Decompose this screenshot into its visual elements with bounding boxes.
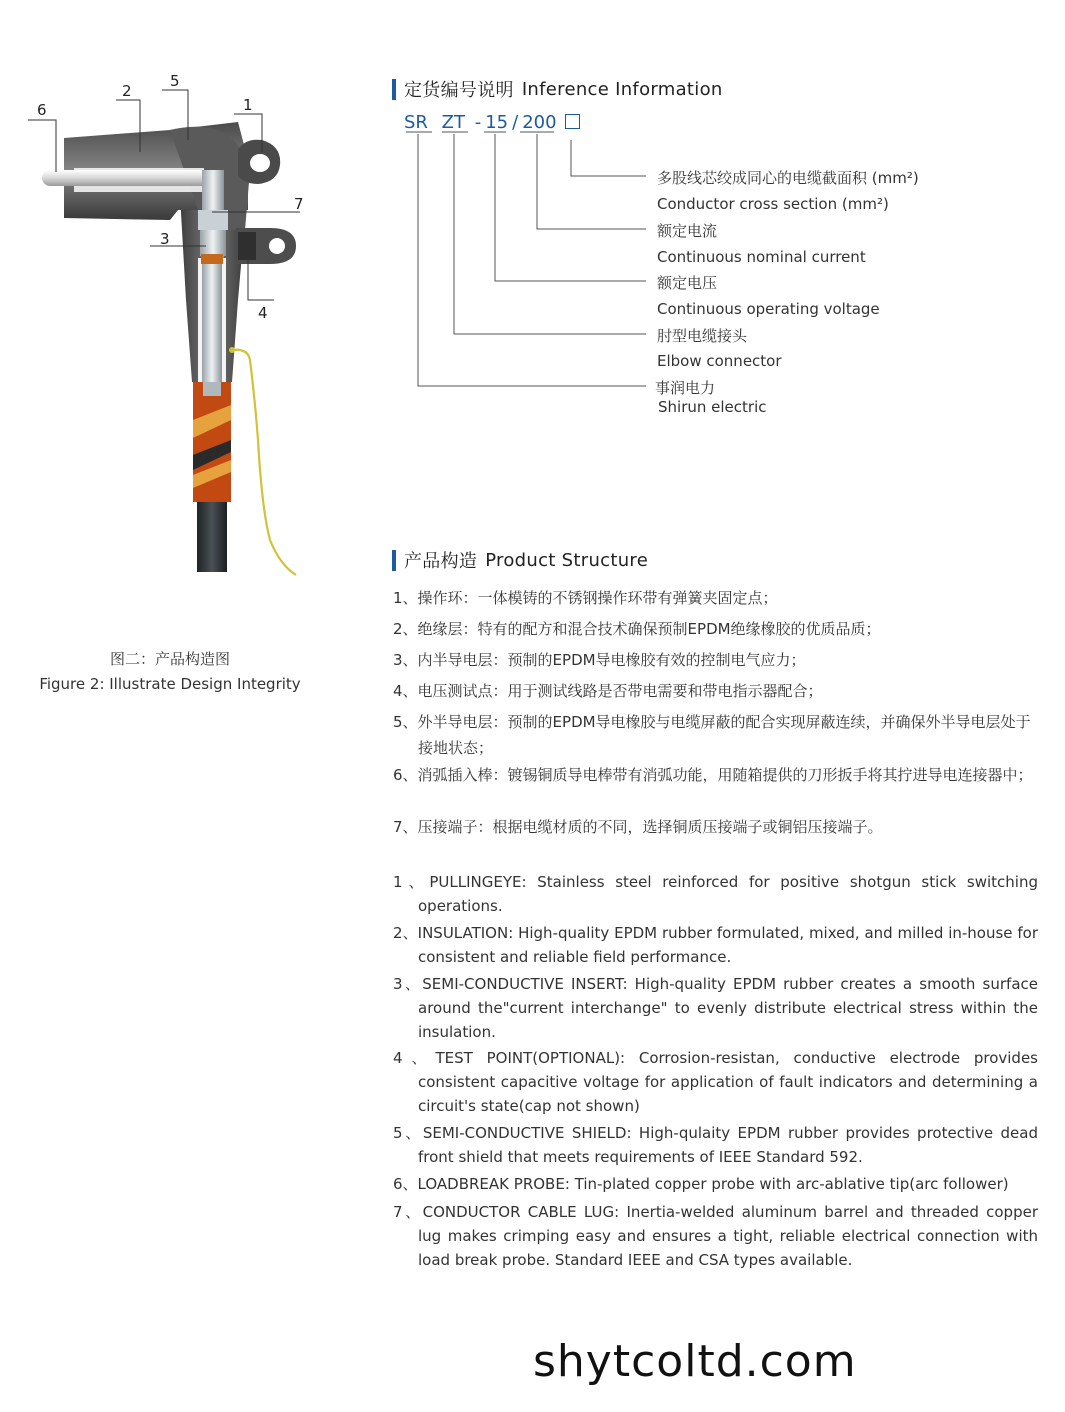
structure-item-cn: 7、压接端子：根据电缆材质的不同，选择铜质压接端子或铜铝压接端子。: [393, 818, 883, 836]
legend-brand-en: Shirun electric: [658, 398, 767, 416]
inference-heading-en: Inference Information: [521, 78, 723, 100]
heading-bar: [392, 79, 396, 100]
callout-6: 6: [37, 101, 47, 119]
code-dash: -: [474, 112, 482, 133]
structure-item-en: 3、SEMI-CONDUCTIVE INSERT: High-quality EPDM rubber creates a smooth surface around the"current interchange" to evenly distribute electrical stress within the insulation.: [393, 975, 1038, 1041]
structure-item-en: 6、LOADBREAK PROBE: Tin-plated copper probe with arc-ablative tip(arc follower): [393, 1175, 1009, 1193]
structure-item-cn: 6、消弧插入棒：镀锡铜质导电棒带有消弧功能，用随箱提供的刀形扳手将其拧进导电连接器中；: [393, 766, 1033, 784]
structure-item-en: 2、INSULATION: High-quality EPDM rubber formulated, mixed, and milled in-house for consistent and reliable field performance.: [393, 924, 1038, 966]
callout-2: 2: [122, 82, 132, 100]
callout-7: 7: [294, 195, 304, 213]
callout-1: 1: [243, 96, 253, 114]
inference-heading-cn: 定货编号说明: [404, 80, 514, 101]
code-leader-lines: [392, 130, 662, 400]
elbow-connector-illustration: [0, 60, 360, 590]
legend-voltage-cn: 额定电压: [657, 274, 718, 292]
legend-elbow-en: Elbow connector: [657, 352, 782, 370]
structure-item-cn: 1、操作环：一体模铸的不锈钢操作环带有弹簧夹固定点；: [393, 589, 778, 607]
code-voltage: 15: [485, 112, 509, 133]
heading-bar: [392, 550, 396, 571]
structure-item-cn: 5、外半导电层：预制的EPDM导电橡胶与电缆屏蔽的配合实现屏蔽连续，并确保外半导电层处于接地状态；: [393, 713, 1031, 757]
structure-item-en: 1、PULLINGEYE: Stainless steel reinforced for positive shotgun stick switching operations.: [393, 873, 1038, 915]
callout-4: 4: [258, 304, 268, 322]
structure-item-en: 5、SEMI-CONDUCTIVE SHIELD: High-qulaity EPDM rubber provides protective dead front shield that meets requirements of IEEE Standard 592.: [393, 1124, 1038, 1166]
figure-caption-cn: 图二：产品构造图: [109, 650, 230, 668]
structure-heading-en: Product Structure: [485, 549, 649, 571]
code-zt: ZT: [441, 112, 465, 133]
legend-cross-section-cn: 多股线芯绞成同心的电缆截面积 (mm²): [657, 169, 919, 187]
test-point: [236, 228, 296, 264]
structure-item-en: 7、CONDUCTOR CABLE LUG: Inertia-welded aluminum barrel and threaded copper lug makes crimping easy and ensures a tight, reliable electrical connection with load break probe. Standard IEEE and CSA types available.: [393, 1203, 1038, 1269]
loadbreak-probe: [42, 170, 212, 186]
structure-heading-cn: 产品构造: [404, 551, 478, 572]
inference-heading: [392, 76, 723, 102]
code-current: 200: [522, 112, 557, 133]
pulling-eye: [238, 140, 280, 184]
structure-heading: [392, 547, 648, 573]
site-watermark: shytcoltd.com: [533, 1336, 857, 1387]
structure-item-cn: 2、绝缘层：特有的配方和混合技术确保预制EPDM绝缘橡胶的优质品质；: [393, 620, 881, 638]
legend-voltage-en: Continuous operating voltage: [657, 300, 880, 318]
ground-wire: [232, 350, 296, 575]
legend-brand-cn: 事润电力: [655, 379, 716, 397]
callout-5: 5: [170, 72, 180, 90]
legend-cross-section-en: Conductor cross section (mm²): [657, 195, 889, 213]
figure-caption-en: Figure 2: Illustrate Design Integrity: [39, 675, 301, 693]
structure-item-en: 4、TEST POINT(OPTIONAL): Corrosion-resistan, conductive electrode provides consistent capacitive voltage for application of fault indicators and determining a circuit's state(cap not shown): [393, 1049, 1038, 1115]
code-box: [565, 114, 580, 129]
legend-current-en: Continuous nominal current: [657, 248, 866, 266]
cable: [197, 500, 227, 572]
structure-item-cn: 4、电压测试点：用于测试线路是否带电需要和带电指示器配合；: [393, 682, 823, 700]
code-sr: SR: [404, 112, 428, 133]
callout-3: 3: [160, 230, 170, 248]
legend-elbow-cn: 肘型电缆接头: [657, 327, 748, 345]
legend-current-cn: 额定电流: [657, 222, 718, 240]
code-slash: /: [512, 112, 519, 133]
structure-item-cn: 3、内半导电层：预制的EPDM导电橡胶有效的控制电气应力；: [393, 651, 806, 669]
